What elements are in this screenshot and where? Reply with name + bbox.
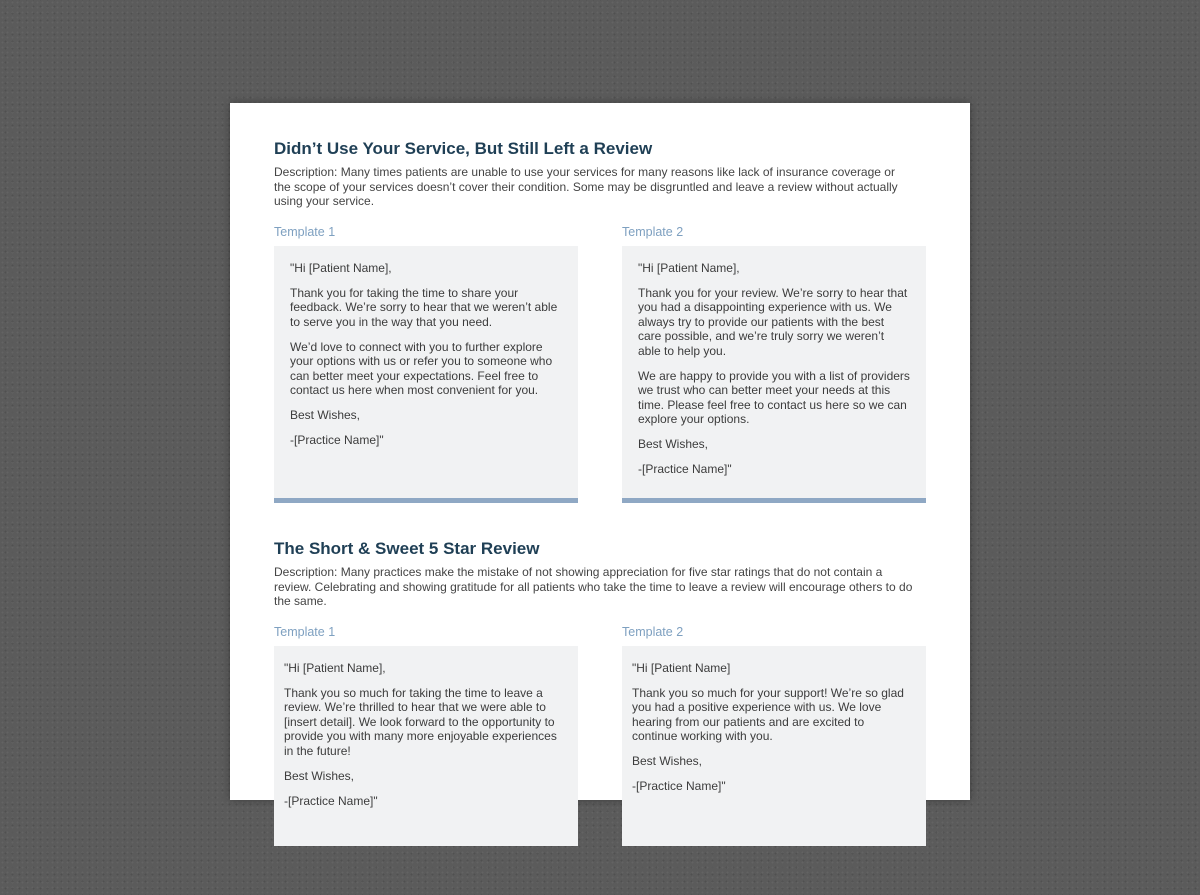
template-box <box>622 246 926 503</box>
template-card-1 <box>274 225 578 503</box>
template-box <box>622 646 926 846</box>
template-paragraph: Best Wishes, <box>632 754 703 768</box>
template-paragraph: Thank you for taking the time to share your feedback. We’re sorry to hear that we weren’t able to serve you in the way that you need. <box>290 285 558 329</box>
template-paragraph: Best Wishes, <box>290 408 361 422</box>
template-paragraph: Best Wishes, <box>638 437 709 451</box>
template-box <box>274 646 578 846</box>
section-title: The Short & Sweet 5 Star Review <box>274 539 540 558</box>
template-paragraph: -[Practice Name]" <box>290 433 384 447</box>
section-title: Didn’t Use Your Service, But Still Left a Review <box>274 139 653 158</box>
section-description: Description: Many times patients are unable to use your services for many reasons like lack of insurance coverage or the scope of your services doesn’t cover their condition. Some may be disgruntled and leave a review without actually using your service. <box>274 165 898 208</box>
template-paragraph: Thank you so much for your support! We’re so glad you had a positive experience with us. We love hearing from our patients and are excited to continue working with you. <box>632 685 904 743</box>
section-short-sweet <box>274 539 926 895</box>
template-card-2 <box>622 225 926 503</box>
template-paragraph: -[Practice Name]" <box>632 779 726 793</box>
template-label: Template 2 <box>622 224 684 239</box>
document-page <box>230 103 970 808</box>
template-paragraph: Thank you so much for taking the time to leave a review. We’re thrilled to hear that we were able to [insert detail]. We look forward to the opportunity to provide you with many more enjoyable experiences in the future! <box>284 685 557 758</box>
template-paragraph: "Hi [Patient Name] <box>632 660 731 675</box>
template-paragraph: "Hi [Patient Name], <box>638 260 740 275</box>
template-paragraph: -[Practice Name]" <box>284 793 378 808</box>
templates-row <box>274 625 926 895</box>
template-paragraph: -[Practice Name]" <box>638 462 732 476</box>
template-card-2 <box>622 625 926 846</box>
template-paragraph: "Hi [Patient Name], <box>290 260 392 275</box>
section-unused-service <box>274 139 926 495</box>
template-paragraph: "Hi [Patient Name], <box>284 660 386 675</box>
template-label: Template 2 <box>622 624 684 639</box>
template-label: Template 1 <box>274 224 336 239</box>
template-paragraph: We’d love to connect with you to further explore your options with us or refer you to someone who can better meet your expectations. Feel free to contact us here when most convenient for you. <box>290 339 553 397</box>
template-paragraph: We are happy to provide you with a list of providers we trust who can better meet your needs at this time. Please feel free to contact us here so we can explore your options. <box>638 368 910 426</box>
section-description: Description: Many practices make the mistake of not showing appreciation for five star ratings that do not contain a review. Celebrating and showing gratitude for all patients who take the time to leave a review will encourage others to do the same. <box>274 565 913 608</box>
template-paragraph: Best Wishes, <box>284 768 355 783</box>
templates-row <box>274 225 926 495</box>
template-label: Template 1 <box>274 624 336 639</box>
template-paragraph: Thank you for your review. We’re sorry to hear that you had a disappointing experience with us. We always try to provide our patients with the best care possible, and we’re truly sorry we weren’t able to help you. <box>638 285 908 358</box>
template-box <box>274 246 578 503</box>
template-card-1 <box>274 625 578 846</box>
